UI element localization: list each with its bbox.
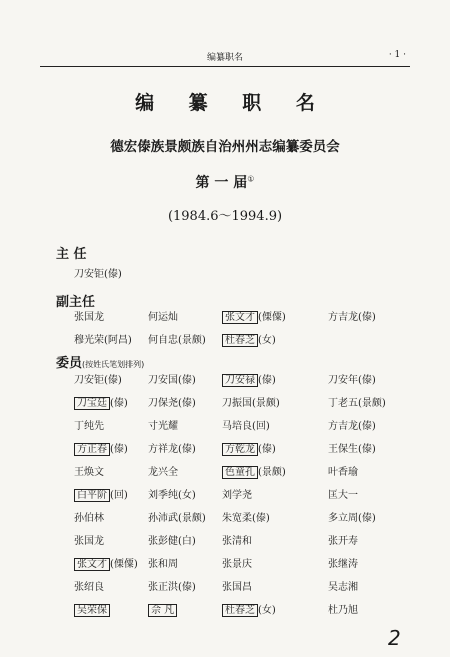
committee-name: 德宏傣族景颇族自治州州志编纂委员会 <box>110 139 340 155</box>
member-name <box>148 604 177 618</box>
name-row <box>74 512 394 535</box>
member-name <box>74 466 104 480</box>
page-number: · 1 · <box>388 50 406 60</box>
member-name <box>148 558 178 572</box>
name-text: 刀保尧(傣) <box>148 398 196 409</box>
member-name <box>222 420 270 434</box>
boxed-name: 方正春 <box>74 443 110 456</box>
member-name <box>328 489 358 503</box>
boxed-name: 方乾龙 <box>222 443 258 456</box>
member-name <box>328 535 358 549</box>
name-text: 方吉龙(傣) <box>328 312 376 323</box>
session-years: (1984.6～1994.9) <box>167 209 283 224</box>
name-text: 刀安国(傣) <box>148 375 196 386</box>
name-text: 张国龙 <box>74 536 104 547</box>
member-name <box>74 374 122 388</box>
name-text: 吴志湘 <box>328 582 358 593</box>
name-row <box>74 374 394 397</box>
member-name <box>148 443 196 457</box>
member-name <box>148 489 196 503</box>
name-text: 张国昌 <box>222 582 252 593</box>
name-text: 匡大一 <box>328 490 358 501</box>
name-text: 张和周 <box>148 559 178 570</box>
name-text: 刀安钜(傣) <box>74 269 122 280</box>
name-text: 朱宽柔(傣) <box>222 513 270 524</box>
name-text: 张国龙 <box>74 312 104 323</box>
name-text: 张正洪(傣) <box>148 582 196 593</box>
member-name <box>74 397 128 411</box>
member-name <box>148 581 196 595</box>
boxed-name: 刀安禄 <box>222 374 258 387</box>
member-name <box>328 581 358 595</box>
ethnicity-note: (女) <box>258 605 276 616</box>
member-name <box>148 466 178 480</box>
name-text: 刀安年(傣) <box>328 375 376 386</box>
member-name <box>74 268 122 282</box>
name-row <box>74 466 394 489</box>
name-text: 寸光耀 <box>148 421 178 432</box>
ethnicity-note: (傣) <box>258 375 276 386</box>
name-text: 刘学尧 <box>222 490 252 501</box>
name-row <box>74 268 394 291</box>
member-name <box>74 581 104 595</box>
ethnicity-note: (傣) <box>110 398 128 409</box>
name-row <box>74 443 394 466</box>
name-text: 王保生(傣) <box>328 444 376 455</box>
member-name <box>222 581 252 595</box>
member-name <box>74 311 104 325</box>
member-name <box>222 311 286 325</box>
header-rule <box>40 66 410 67</box>
ethnicity-note: (回) <box>110 490 128 501</box>
name-text: 张继涛 <box>328 559 358 570</box>
member-name <box>148 397 196 411</box>
boxed-name: 杜春芝 <box>222 334 258 347</box>
boxed-name: 张文才 <box>74 558 110 571</box>
name-text: 张彭健(白) <box>148 536 196 547</box>
name-row <box>74 604 394 627</box>
name-row <box>74 535 394 558</box>
member-name <box>74 604 110 618</box>
member-name <box>222 558 252 572</box>
ethnicity-note: (景颇) <box>258 467 286 478</box>
boxed-name: 佘 凡 <box>148 604 177 617</box>
member-name <box>148 512 206 526</box>
name-text: 孙伯林 <box>74 513 104 524</box>
boxed-name: 刀宝廷 <box>74 397 110 410</box>
name-text: 张开寿 <box>328 536 358 547</box>
member-name <box>222 489 252 503</box>
name-text: 丁老五(景颇) <box>328 398 386 409</box>
member-name <box>222 443 276 457</box>
name-list <box>74 268 394 291</box>
running-title: 编纂职名 <box>206 53 243 63</box>
member-name <box>328 466 358 480</box>
name-text: 刀振国(景颇) <box>222 398 280 409</box>
name-text: 王焕文 <box>74 467 104 478</box>
session-heading <box>0 172 450 192</box>
ethnicity-note: (傣) <box>110 444 128 455</box>
member-name <box>222 512 270 526</box>
name-text: 丁纯先 <box>74 421 104 432</box>
name-row <box>74 489 394 512</box>
section-heading <box>56 291 95 310</box>
name-text: 孙沛武(景颇) <box>148 513 206 524</box>
member-name <box>74 535 104 549</box>
member-name <box>222 466 286 480</box>
name-text: 张景庆 <box>222 559 252 570</box>
name-text: 何运灿 <box>148 312 178 323</box>
handwritten-mark: 2 <box>388 626 401 650</box>
section-title: 主 任 <box>56 247 87 262</box>
boxed-name: 白平阶 <box>74 489 110 502</box>
name-text: 叶香瑜 <box>328 467 358 478</box>
member-name <box>148 374 196 388</box>
name-row <box>74 420 394 443</box>
member-name <box>328 420 376 434</box>
footnote-mark: ① <box>247 174 255 184</box>
section-heading <box>56 243 87 262</box>
running-header <box>40 50 410 64</box>
member-name <box>222 397 280 411</box>
member-name <box>74 420 104 434</box>
name-row <box>74 397 394 420</box>
section-heading <box>56 352 144 371</box>
member-name <box>148 311 178 325</box>
boxed-name: 张文才 <box>222 311 258 324</box>
member-name <box>328 311 376 325</box>
name-text: 张清和 <box>222 536 252 547</box>
member-name <box>328 397 386 411</box>
boxed-name: 色童孔 <box>222 466 258 479</box>
member-name <box>222 535 252 549</box>
member-name <box>222 604 276 618</box>
member-name <box>74 334 132 348</box>
ethnicity-note: (女) <box>258 335 276 346</box>
name-text: 穆光荣(阿昌) <box>74 335 132 346</box>
member-name <box>74 558 138 572</box>
ethnicity-note: (傣) <box>258 444 276 455</box>
section-title: 副主任 <box>56 295 96 310</box>
name-text: 刘季纯(女) <box>148 490 196 501</box>
ethnicity-note: (傈僳) <box>258 312 286 323</box>
name-row <box>74 558 394 581</box>
name-text: 何自忠(景颇) <box>148 335 206 346</box>
member-name <box>328 443 376 457</box>
member-name <box>328 512 376 526</box>
member-name <box>148 420 178 434</box>
name-text: 多立周(傣) <box>328 513 376 524</box>
member-name <box>222 334 276 348</box>
member-name <box>74 512 104 526</box>
session-label: 第 一 届 <box>195 175 248 191</box>
section-title: 委员 <box>56 356 83 371</box>
section-note: (按姓氏笔划排列) <box>82 360 145 369</box>
name-text: 马培良(回) <box>222 421 270 432</box>
name-text: 龙兴全 <box>148 467 178 478</box>
name-row <box>74 311 394 334</box>
member-name <box>328 604 358 618</box>
member-name <box>74 489 128 503</box>
member-name <box>74 443 128 457</box>
name-text: 刀安钜(傣) <box>74 375 122 386</box>
name-text: 杜乃旭 <box>328 605 358 616</box>
name-text: 方吉龙(傣) <box>328 421 376 432</box>
member-name <box>148 334 206 348</box>
name-list <box>74 311 394 357</box>
name-text: 张绍良 <box>74 582 104 593</box>
name-list <box>74 374 394 627</box>
member-name <box>328 374 376 388</box>
name-text: 方祥龙(傣) <box>148 444 196 455</box>
page-title: 编 纂 职 名 <box>135 92 329 114</box>
ethnicity-note: (傈僳) <box>110 559 138 570</box>
member-name <box>328 558 358 572</box>
member-name <box>222 374 276 388</box>
member-name <box>148 535 196 549</box>
boxed-name: 吴荣保 <box>74 604 110 617</box>
boxed-name: 杜春芝 <box>222 604 258 617</box>
name-row <box>74 581 394 604</box>
